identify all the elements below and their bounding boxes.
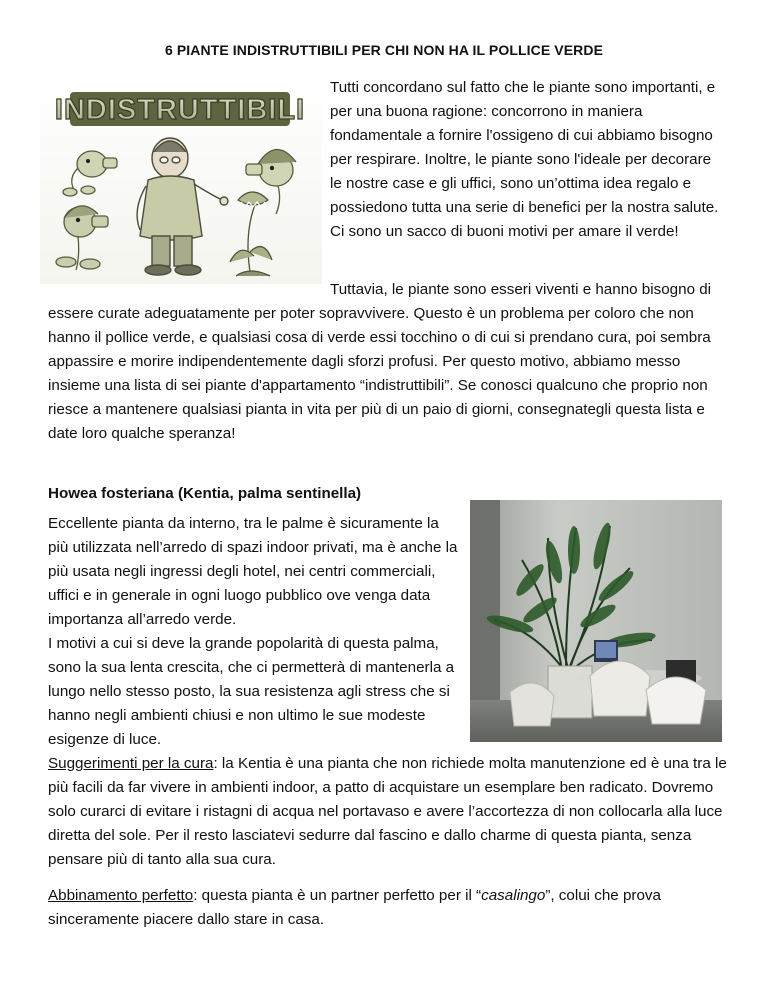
intro-paragraph: Tutti concordano sul fatto che le piante sono importanti, e per una buona ragione: concorrono in maniera fondamentale a fornire l'ossigeno di cui abbiamo bisogno per respirare. Inoltre, le piante sono l'ideale per decorare le nostre case e gli uffici, sono un’ottima idea regalo e possiedono tutta una serie di benefici per la nostra salute. Ci sono un sacco di buoni motivi per amare il verde! xyxy=(330,79,719,240)
pairing-paragraph xyxy=(48,884,728,932)
pairing-label: Abbinamento perfetto xyxy=(48,887,194,904)
kentia-desc-para-1: Eccellente pianta da interno, tra le palme è sicuramente la più utilizzata nell’arredo di spazi indoor privati, ma è anche la più usata negli ingressi degli hotel, nei centri commerciali, uffici e in generale in ogni luogo pubblico ove venga data importanza all’arredo verde. xyxy=(48,515,458,628)
pairing-text-2: ”, colui che prova sinceramente piacere dallo stare in casa. xyxy=(48,887,661,928)
pairing-text-1: : questa pianta è un partner perfetto per il “ xyxy=(193,887,482,904)
kentia-desc-para-2: I motivi a cui si deve la grande popolarità di questa palma, sono la sua lenta crescita, che ci permetterà di mantenerla a lungo nello stesso posto, la sua resistenza agli stress che si hanno negli ambienti chiusi e non ultimo le sue modeste esigenze di luce. xyxy=(48,635,455,748)
care-label: Suggerimenti per la cura xyxy=(48,755,214,772)
kentia-description xyxy=(48,512,460,752)
care-text: : la Kentia è una pianta che non richiede molta manutenzione ed è una tra le più facili da far vivere in ambienti indoor, a patto di acquistare un esemplare ben radicato. Dovremo solo curarci di evitare i ristagni di acqua nel portavaso e avere l’accortezza di non collocarla alla luce diretta del sole. Per il resto lasciatevi sedurre dal fascino e dallo charme di questa pianta, senza pensare più di tanto alla sua cura. xyxy=(48,755,727,868)
document-title: 6 PIANTE INDISTRUTTIBILI PER CHI NON HA IL POLLICE VERDE xyxy=(164,42,604,58)
illustration-banner-text: INDISTRUTTIBILI xyxy=(54,94,306,126)
pairing-italic: casalingo xyxy=(481,887,546,904)
indistruttibili-illustration xyxy=(40,72,322,284)
kentia-heading: Howea fosteriana (Kentia, palma sentinella) xyxy=(48,485,362,502)
kentia-photo xyxy=(470,500,722,742)
second-paragraph-text: Tuttavia, le piante sono esseri viventi e hanno bisogno di essere curate adeguatamente per poter sopravvivere. Questo è un problema per coloro che non hanno il pollice verde, e qualsiasi cosa di verde essi tocchino o di cui si prendano cura, poi sembra appassire e morire indipendentemente dagli sforzi profusi. Per questo motivo, abbiamo messo insieme una lista di sei piante d'appartamento “indistruttibili”. Se conosci qualcuno che proprio non riesce a mantenere qualsiasi pianta in vita per più di un paio di giorni, consegnategli questa lista e date loro qualche speranza! xyxy=(48,281,712,442)
care-paragraph xyxy=(48,752,728,872)
second-paragraph xyxy=(48,278,724,446)
